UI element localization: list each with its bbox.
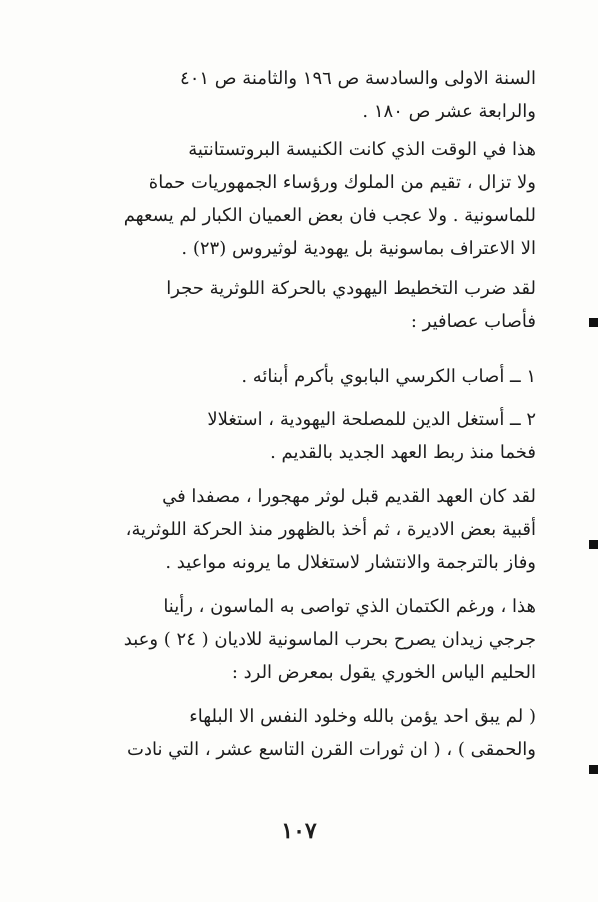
text-line: فخما منذ ربط العهد الجديد بالقديم .: [270, 442, 536, 463]
text-line: فأصاب عصافير :: [410, 311, 536, 332]
paragraph-5: [80, 590, 536, 689]
text-line: الا الاعتراف بماسونية بل يهودية لوثيروس (٢٣) .: [181, 238, 536, 259]
text-line: هذا ، ورغم الكتمان الذي تواصى به الماسون ، رأينا: [163, 596, 536, 617]
text-line: جرجي زيدان يصرح بحرب الماسونية للاديان ( ٢٤ ) وعبد: [123, 629, 536, 650]
text-line: ( لم يبق احد يؤمن بالله وخلود النفس الا البلهاء: [189, 706, 536, 727]
text-line: أقبية بعض الاديرة ، ثم أخذ بالظهور منذ الحركة اللوثرية،: [125, 519, 536, 540]
list-item-2: [80, 403, 536, 469]
text-line: ولا تزال ، تقيم من الملوك ورؤساء الجمهوريات حماة: [148, 172, 536, 193]
text-line: السنة الاولى والسادسة ص ١٩٦ والثامنة ص ٤٠١: [180, 68, 536, 89]
text-line: الحليم الياس الخوري يقول بمعرض الرد :: [231, 662, 536, 683]
text-line: والحمقى ) ، ( ان ثورات القرن التاسع عشر ، التي نادت: [127, 739, 536, 760]
text-line: ١ ــ أصاب الكرسي البابوي بأكرم أبنائه .: [241, 366, 536, 387]
text-line: وفاز بالترجمة والانتشار لاستغلال ما يرونه مواعيد .: [165, 552, 536, 573]
text-line: هذا في الوقت الذي كانت الكنيسة البروتستانتية: [188, 139, 536, 160]
text-line: ٢ ــ أستغل الدين للمصلحة اليهودية ، استغلالا: [207, 409, 536, 430]
text-line: والرابعة عشر ص ١٨٠ .: [362, 101, 536, 122]
text-line: لقد كان العهد القديم قبل لوثر مهجورا ، مصفدا في: [162, 486, 536, 507]
paragraph-6: [80, 700, 536, 766]
paragraph-4: [80, 480, 536, 579]
text-line: للماسونية . ولا عجب فان بعض العميان الكبار لم يسعهم: [123, 205, 536, 226]
text-line: لقد ضرب التخطيط اليهودي بالحركة اللوثرية حجرا: [166, 278, 536, 299]
edge-mark: [589, 318, 598, 327]
edge-mark: [589, 540, 598, 549]
paragraph-2: [80, 133, 536, 265]
page-number: ١٠٧: [281, 818, 317, 844]
list-item-1: [80, 360, 536, 393]
paragraph-1: [80, 62, 536, 128]
edge-mark: [589, 765, 598, 774]
paragraph-3: [80, 272, 536, 338]
